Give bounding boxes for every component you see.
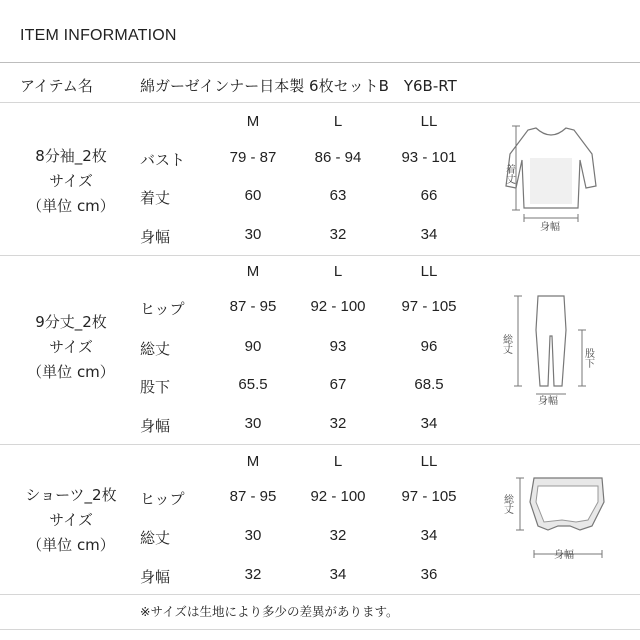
- section-label-line: サイズ: [49, 338, 93, 356]
- cell-value: 32: [244, 566, 262, 583]
- cell-value: 97 - 105: [401, 488, 457, 505]
- row-name: 総丈: [140, 529, 171, 547]
- cell-value: 92 - 100: [310, 298, 366, 315]
- section-label-line: （単位 cm）: [27, 536, 115, 554]
- size-header-m: M: [246, 453, 260, 470]
- cell-value: 96: [420, 338, 438, 355]
- size-header-l: L: [333, 113, 343, 130]
- cell-value: 87 - 95: [229, 488, 277, 505]
- figure-label: 着丈: [503, 164, 515, 184]
- size-header-l: L: [333, 263, 343, 280]
- cell-value: 66: [420, 187, 438, 204]
- cell-value: 63: [329, 187, 347, 204]
- cell-value: 93 - 101: [401, 149, 457, 166]
- cell-value: 30: [244, 226, 262, 243]
- size-header-ll: LL: [420, 453, 438, 470]
- cell-value: 34: [420, 226, 438, 243]
- figure-label: 身幅: [540, 222, 560, 233]
- section-label-line: （単位 cm）: [27, 363, 115, 381]
- divider: [0, 62, 640, 63]
- item-name-label: アイテム名: [20, 77, 93, 95]
- shorts-diagram-icon: [500, 468, 610, 568]
- section-label-line: ショーツ_2枚: [25, 486, 117, 504]
- cell-value: 68.5: [414, 376, 444, 393]
- section-label: [10, 483, 132, 558]
- cell-value: 32: [329, 415, 347, 432]
- size-header-m: M: [246, 113, 260, 130]
- row-name: バスト: [140, 151, 186, 169]
- size-header-l: L: [333, 453, 343, 470]
- divider: [0, 102, 640, 103]
- cell-value: 34: [420, 415, 438, 432]
- section-label-line: サイズ: [49, 172, 93, 190]
- row-name: 身幅: [140, 417, 171, 435]
- cell-value: 79 - 87: [229, 149, 277, 166]
- row-name: 身幅: [140, 228, 171, 246]
- cell-value: 65.5: [238, 376, 268, 393]
- section-label-line: サイズ: [49, 511, 93, 529]
- section-label: [10, 144, 132, 219]
- cell-value: 60: [244, 187, 262, 204]
- size-note: ※サイズは生地により多少の差異があります。: [140, 604, 399, 619]
- page-title: ITEM INFORMATION: [20, 27, 177, 44]
- divider: [0, 255, 640, 256]
- figure-label: 身幅: [554, 550, 574, 561]
- divider: [0, 629, 640, 630]
- shirt-diagram-icon: [500, 118, 610, 236]
- cell-value: 34: [329, 566, 347, 583]
- figure-label: 総丈: [500, 334, 512, 354]
- cell-value: 36: [420, 566, 438, 583]
- section-label-line: （単位 cm）: [27, 197, 115, 215]
- figure-label: 総丈: [501, 494, 513, 514]
- row-name: 着丈: [140, 189, 171, 207]
- row-name: 股下: [140, 378, 171, 396]
- row-name: ヒップ: [140, 300, 185, 318]
- size-header-m: M: [246, 263, 260, 280]
- section-label-line: 8分袖_2枚: [35, 147, 107, 165]
- cell-value: 92 - 100: [310, 488, 366, 505]
- cell-value: 32: [329, 527, 347, 544]
- cell-value: 32: [329, 226, 347, 243]
- size-header-ll: LL: [420, 113, 438, 130]
- cell-value: 67: [329, 376, 347, 393]
- cell-value: 97 - 105: [401, 298, 457, 315]
- cell-value: 87 - 95: [229, 298, 277, 315]
- row-name: ヒップ: [140, 490, 185, 508]
- item-name-value: 綿ガーゼインナー日本製 6枚セットB Y6B-RT: [140, 77, 457, 95]
- leggings-diagram-icon: [500, 290, 610, 408]
- divider: [0, 594, 640, 595]
- cell-value: 34: [420, 527, 438, 544]
- cell-value: 30: [244, 415, 262, 432]
- row-name: 身幅: [140, 568, 171, 586]
- figure-label: 股下: [582, 348, 594, 368]
- cell-value: 93: [329, 338, 347, 355]
- row-name: 総丈: [140, 340, 171, 358]
- figure-label: 身幅: [538, 396, 558, 407]
- divider: [0, 444, 640, 445]
- section-label: [10, 310, 132, 385]
- size-header-ll: LL: [420, 263, 438, 280]
- section-label-line: 9分丈_2枚: [35, 313, 107, 331]
- cell-value: 86 - 94: [314, 149, 362, 166]
- cell-value: 90: [244, 338, 262, 355]
- cell-value: 30: [244, 527, 262, 544]
